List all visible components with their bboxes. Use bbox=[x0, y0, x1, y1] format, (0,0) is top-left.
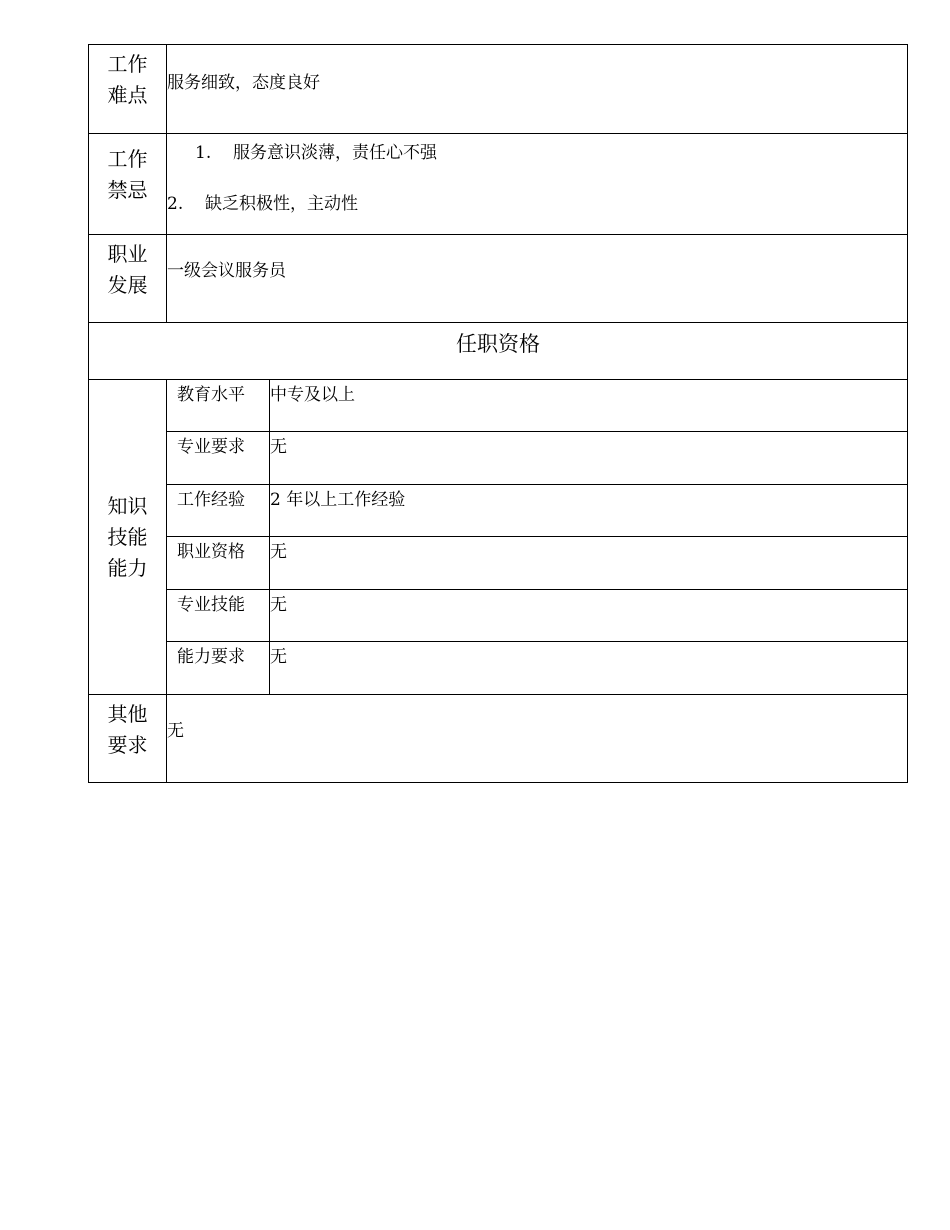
label-line: 难点 bbox=[107, 83, 148, 107]
qualification-label: 职业资格 bbox=[167, 537, 270, 590]
row-section-title bbox=[89, 323, 908, 380]
label-line: 工作 bbox=[107, 52, 148, 76]
value-career-development bbox=[167, 235, 908, 323]
label-line: 职业 bbox=[107, 242, 148, 266]
qualification-value: 无 bbox=[270, 432, 908, 485]
item-text: 服务意识淡薄，责任心不强 bbox=[233, 143, 437, 163]
value-work-difficulty bbox=[167, 45, 908, 134]
value-text: 一级会议服务员 bbox=[167, 261, 286, 281]
row-career-development bbox=[89, 235, 908, 323]
label-line: 能力 bbox=[107, 555, 148, 580]
label-work-taboo bbox=[89, 134, 167, 235]
qualification-value: 无 bbox=[270, 537, 908, 590]
qualification-label: 工作经验 bbox=[167, 485, 270, 537]
qualification-label: 专业技能 bbox=[167, 590, 270, 642]
qualification-row bbox=[89, 642, 908, 695]
label-other-requirements bbox=[89, 695, 167, 783]
qualification-label: 教育水平 bbox=[167, 380, 270, 432]
label-knowledge-skills bbox=[89, 380, 167, 695]
label-line: 要求 bbox=[107, 733, 148, 757]
value-text: 无 bbox=[167, 721, 184, 741]
item-number: 2. bbox=[167, 194, 184, 214]
qualification-label: 专业要求 bbox=[167, 432, 270, 485]
taboo-item bbox=[167, 163, 907, 214]
label-career-development bbox=[89, 235, 167, 323]
label-line: 发展 bbox=[107, 273, 148, 297]
value-text: 服务细致，态度良好 bbox=[167, 73, 320, 93]
item-text: 缺乏积极性，主动性 bbox=[205, 194, 358, 214]
value-other-requirements bbox=[167, 695, 908, 783]
row-other-requirements bbox=[89, 695, 908, 783]
qualification-row bbox=[89, 485, 908, 537]
qualification-value: 2 年以上工作经验 bbox=[270, 485, 908, 537]
qualification-row bbox=[89, 380, 908, 432]
label-work-difficulty bbox=[89, 45, 167, 134]
qualification-value: 无 bbox=[270, 642, 908, 695]
qualification-value: 无 bbox=[270, 590, 908, 642]
qualification-label: 能力要求 bbox=[167, 642, 270, 695]
qualification-row bbox=[89, 590, 908, 642]
qualification-value: 中专及以上 bbox=[270, 380, 908, 432]
job-description-table bbox=[88, 44, 908, 783]
qualification-row bbox=[89, 432, 908, 485]
label-line: 技能 bbox=[107, 524, 148, 549]
label-line: 工作 bbox=[107, 147, 148, 171]
taboo-item bbox=[167, 134, 907, 163]
row-work-difficulty bbox=[89, 45, 908, 134]
label-line: 其他 bbox=[107, 702, 148, 726]
label-line: 禁忌 bbox=[107, 178, 148, 202]
qualification-row bbox=[89, 537, 908, 590]
label-line: 知识 bbox=[107, 493, 148, 518]
value-work-taboo bbox=[167, 134, 908, 235]
item-number: 1. bbox=[195, 143, 212, 163]
row-work-taboo bbox=[89, 134, 908, 235]
section-title: 任职资格 bbox=[89, 323, 908, 380]
